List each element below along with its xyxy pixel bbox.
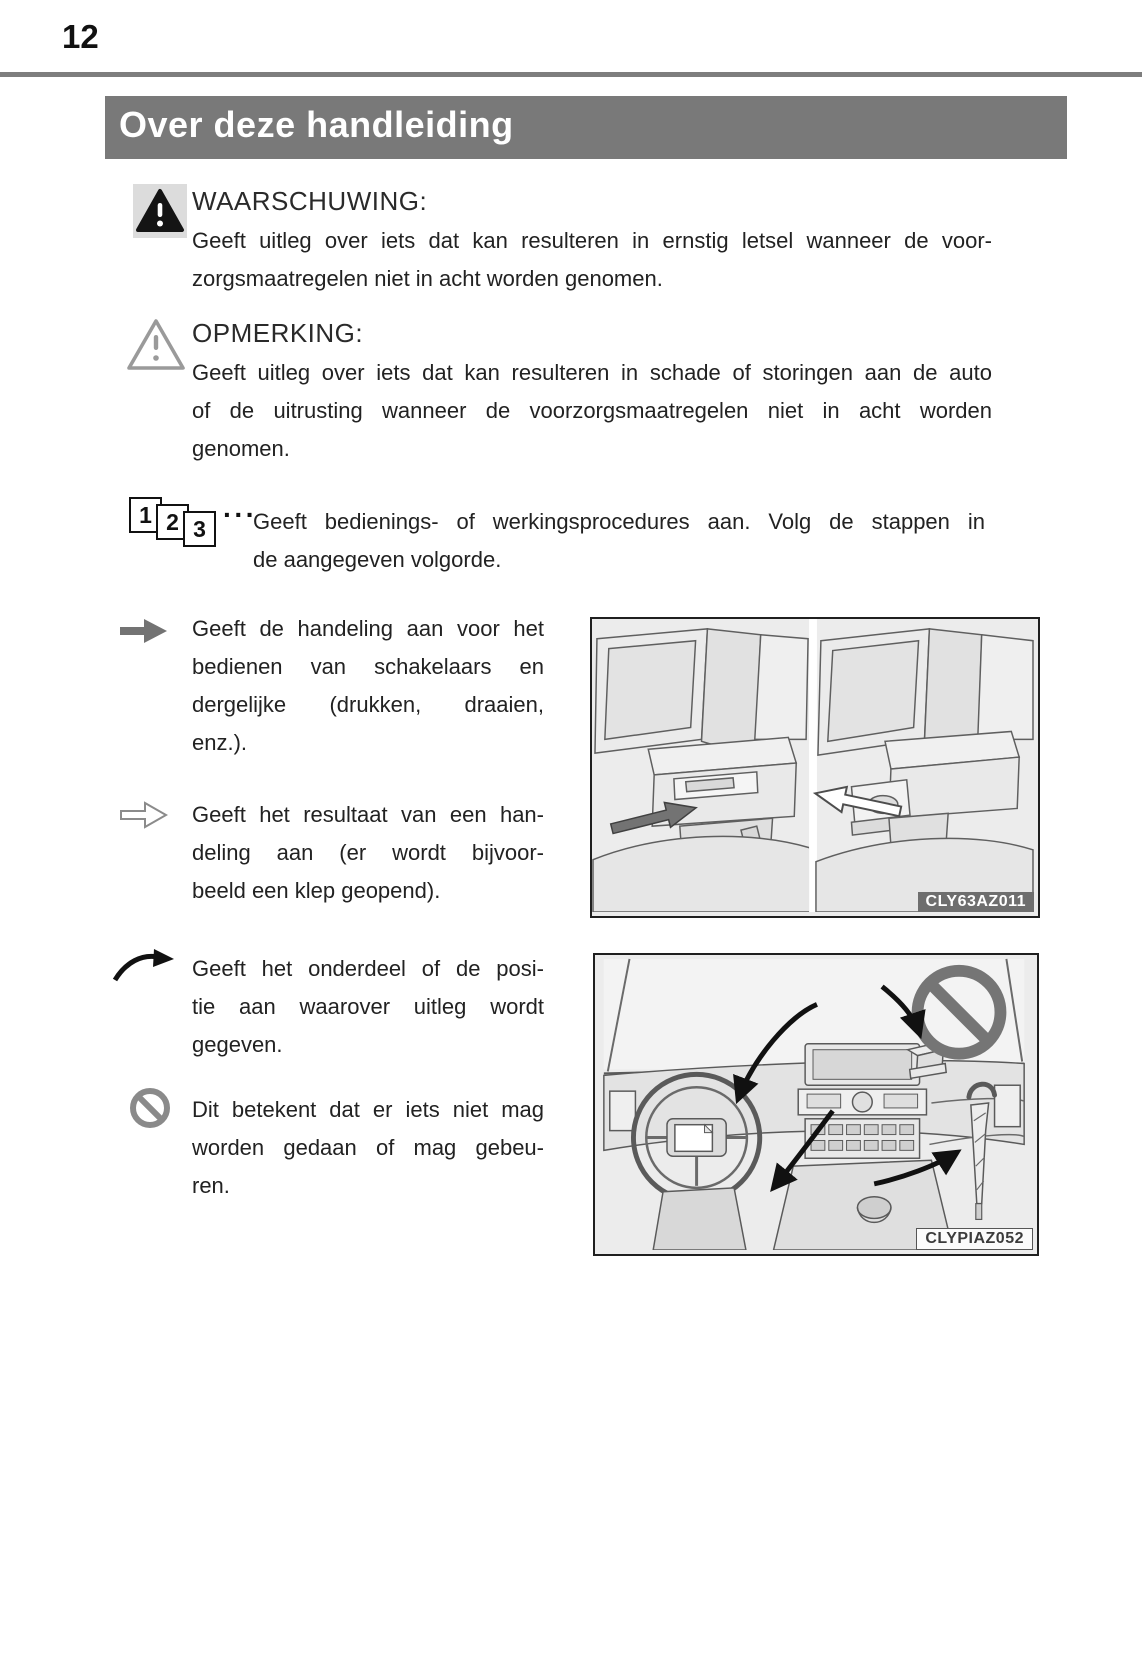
page-number: 12 xyxy=(62,18,99,55)
armrest-illustration xyxy=(592,619,1034,912)
result-text: Geeft het resultaat van een han- deling aan (er wordt bijvoor- beeld een klep geopend). xyxy=(192,802,544,903)
pointer-arrow-icon xyxy=(112,946,176,991)
solid-arrow-icon xyxy=(120,616,168,651)
action-text: Geeft de handeling aan voor het bedienen van schakelaars en dergelijke (drukken, draaien, enz.). xyxy=(192,616,544,755)
prohibition-text: Dit betekent dat er iets niet mag worden gedaan of mag gebeu- ren. xyxy=(192,1097,544,1198)
dashboard-figure xyxy=(593,953,1039,1256)
note-heading: OPMERKING: xyxy=(192,318,364,348)
warning-heading: WAARSCHUWING: xyxy=(192,186,428,216)
prohibition-icon xyxy=(128,1086,172,1135)
note-text: Geeft uitleg over iets dat kan resulteren in schade of storingen aan de auto of de uitrusting wanneer de voorzorgsmaatregelen niet in acht worden genomen. xyxy=(192,360,992,461)
figure-label: CLYPIAZ052 xyxy=(916,1228,1033,1250)
warning-text: Geeft uitleg over iets dat kan resulteren in ernstig letsel wanneer de voor- zorgsmaatregelen niet in acht worden genomen. xyxy=(192,228,992,291)
pointer-text: Geeft het onderdeel of de posi- tie aan waarover uitleg wordt gegeven. xyxy=(192,956,544,1057)
step-2-box: 2 xyxy=(156,504,189,540)
top-rule xyxy=(0,72,1142,77)
warning-triangle-filled-icon xyxy=(133,184,187,238)
step-number-boxes-icon xyxy=(129,497,257,561)
outline-arrow-icon xyxy=(120,800,168,835)
dashboard-illustration xyxy=(595,955,1033,1250)
ellipsis-dots: ··· xyxy=(223,499,257,530)
armrest-figure xyxy=(590,617,1040,918)
warning-triangle-outline-icon xyxy=(124,316,188,379)
figure-label: CLY63AZ011 xyxy=(918,892,1034,912)
step-1-box: 1 xyxy=(129,497,162,533)
chapter-header-bar xyxy=(105,96,1067,159)
steps-text: Geeft bedienings- of werkingsprocedures aan. Volg de stappen in de aangegeven volgorde. xyxy=(253,509,985,572)
step-3-box: 3 xyxy=(183,511,216,547)
page-title: Over deze handleiding xyxy=(119,104,514,145)
